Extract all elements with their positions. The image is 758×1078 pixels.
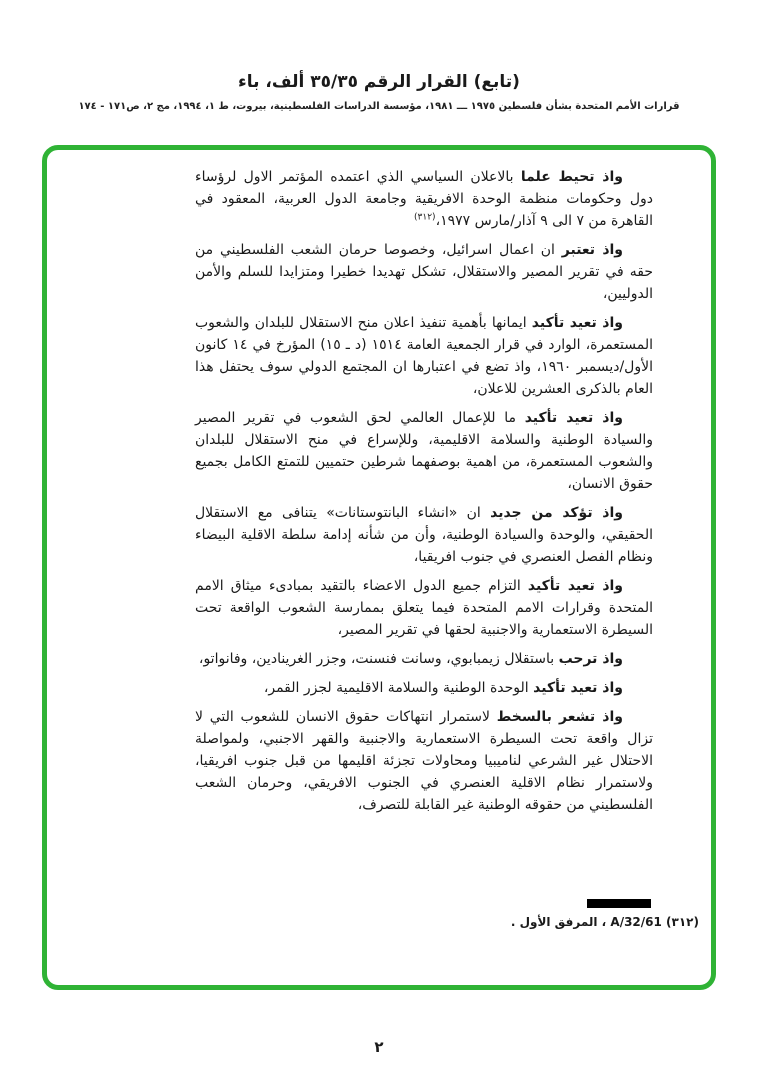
- paragraph-lead: واذ تشعر بالسخط: [496, 709, 623, 725]
- paragraph-text: بالاعلان السياسي الذي اعتمده المؤتمر الاول لرؤساء دول وحكومات منظمة الوحدة الافريقية وجامعة الدول العربية، المعقود في القاهرة من ٧ الى ٩ آذار/مارس ١٩٧٧،: [195, 169, 653, 229]
- resolution-paragraph: [195, 166, 653, 232]
- paragraph-text: ان اعمال اسرائيل، وخصوصا حرمان الشعب الفلسطيني من حقه في تقرير المصير والاستقلال، تشكل تهديدا خطيرا ومتزايدا للسلم والأمن الدوليين،: [195, 242, 653, 302]
- footnote-separator: [587, 899, 651, 908]
- footnote: (٣١٢) A/32/61 ، المرفق الأول .: [510, 915, 699, 929]
- footnote-reference-mark: (٣١٢): [414, 212, 436, 223]
- paragraph-lead: واذ تعيد تأكيد: [533, 680, 623, 696]
- resolution-paragraph: [195, 239, 653, 305]
- resolution-paragraph: [195, 312, 653, 400]
- source-citation: قرارات الأمم المتحدة بشأن فلسطين ١٩٧٥ ـــ ١٩٨١، مؤسسة الدراسات الفلسطينية، بيروت، ط ١، ١٩٩٤، مج ٢، ص١٧١ - ١٧٤: [78, 101, 680, 112]
- resolution-paragraph: [195, 575, 653, 641]
- paragraph-lead: واذ تعتبر: [561, 242, 624, 258]
- paragraph-text: لاستمرار انتهاكات حقوق الانسان للشعوب التي لا تزال واقعة تحت السيطرة الاستعمارية والاجنبية والقهر الاجنبي، ولمواصلة الاحتلال غير الشرعي لناميبيا ومحاولات تجزئة اقليمها من قبل جنوب افريقيا، ولاستمرار نظام الاقلية العنصري في الجنوب الافريقي، وحرمان الشعب الفلسطيني من حقوقه الوطنية غير القابلة للتصرف،: [195, 709, 653, 813]
- content-frame: [42, 145, 716, 990]
- page-number: ٢: [374, 1038, 384, 1056]
- paragraph-text: ان «انشاء البانتوستانات» يتنافى مع الاستقلال الحقيقي، والوحدة والسيادة الوطنية، وأن من شأنه إدامة سلطة الاقلية البيضاء ونظام الفصل العنصري في جنوب افريقيا،: [195, 505, 653, 565]
- resolution-paragraph: [195, 502, 653, 568]
- paragraph-lead: واذ ترحب: [558, 651, 623, 667]
- paragraph-text: التزام جميع الدول الاعضاء بالتقيد بمبادىء ميثاق الامم المتحدة وقرارات الامم المتحدة فيما يتعلق بممارسة الشعوب الواقعة تحت السيطرة الاستعمارية والاجنبية لحقها في تقرير المصير،: [195, 578, 653, 638]
- document-title: (تابع) القرار الرقم ٣٥/٣٥ ألف، باء: [238, 72, 520, 92]
- paragraph-text: الوحدة الوطنية والسلامة الاقليمية لجزر القمر،: [263, 680, 534, 696]
- paragraph-text: باستقلال زيمبابوي، وسانت فنسنت، وجزر الغرينادين، وفانواتو،: [198, 651, 559, 667]
- paragraph-lead: واذ تعيد تأكيد: [531, 315, 623, 331]
- footnote-block: [511, 899, 699, 929]
- paragraph-lead: واذ تعيد تأكيد: [524, 410, 623, 426]
- resolution-paragraph: [195, 407, 653, 495]
- paragraph-lead: واذ تحيط علما: [520, 169, 623, 185]
- paragraph-text: ما للإعمال العالمي لحق الشعوب في تقرير المصير والسيادة الوطنية والسلامة الاقليمية، وللإسراع في منح الاستقلال للبلدان والشعوب المستعمرة، من اهمية بوصفهما شرطين حتميين للتمتع الكامل بجميع حقوق الانسان،: [195, 410, 653, 492]
- paragraphs-container: [195, 166, 653, 823]
- resolution-paragraph: [195, 706, 653, 816]
- paragraph-lead: واذ تعيد تأكيد: [527, 578, 624, 594]
- paragraph-text: ايمانها بأهمية تنفيذ اعلان منح الاستقلال للبلدان والشعوب المستعمرة، الوارد في قرار الجمعية العامة ١٥١٤ (د ـ ١٥) المؤرخ في ١٤ كانون الأول/ديسمبر ١٩٦٠، واذ تضع في اعتبارها ان المجتمع الدولي سوف يحتفل هذا العام بالذكرى العشرين للاعلان،: [195, 315, 654, 397]
- resolution-paragraph: [195, 677, 653, 699]
- document-header: [0, 72, 758, 112]
- paragraph-lead: واذ تؤكد من جديد: [490, 505, 623, 521]
- resolution-paragraph: [195, 648, 653, 670]
